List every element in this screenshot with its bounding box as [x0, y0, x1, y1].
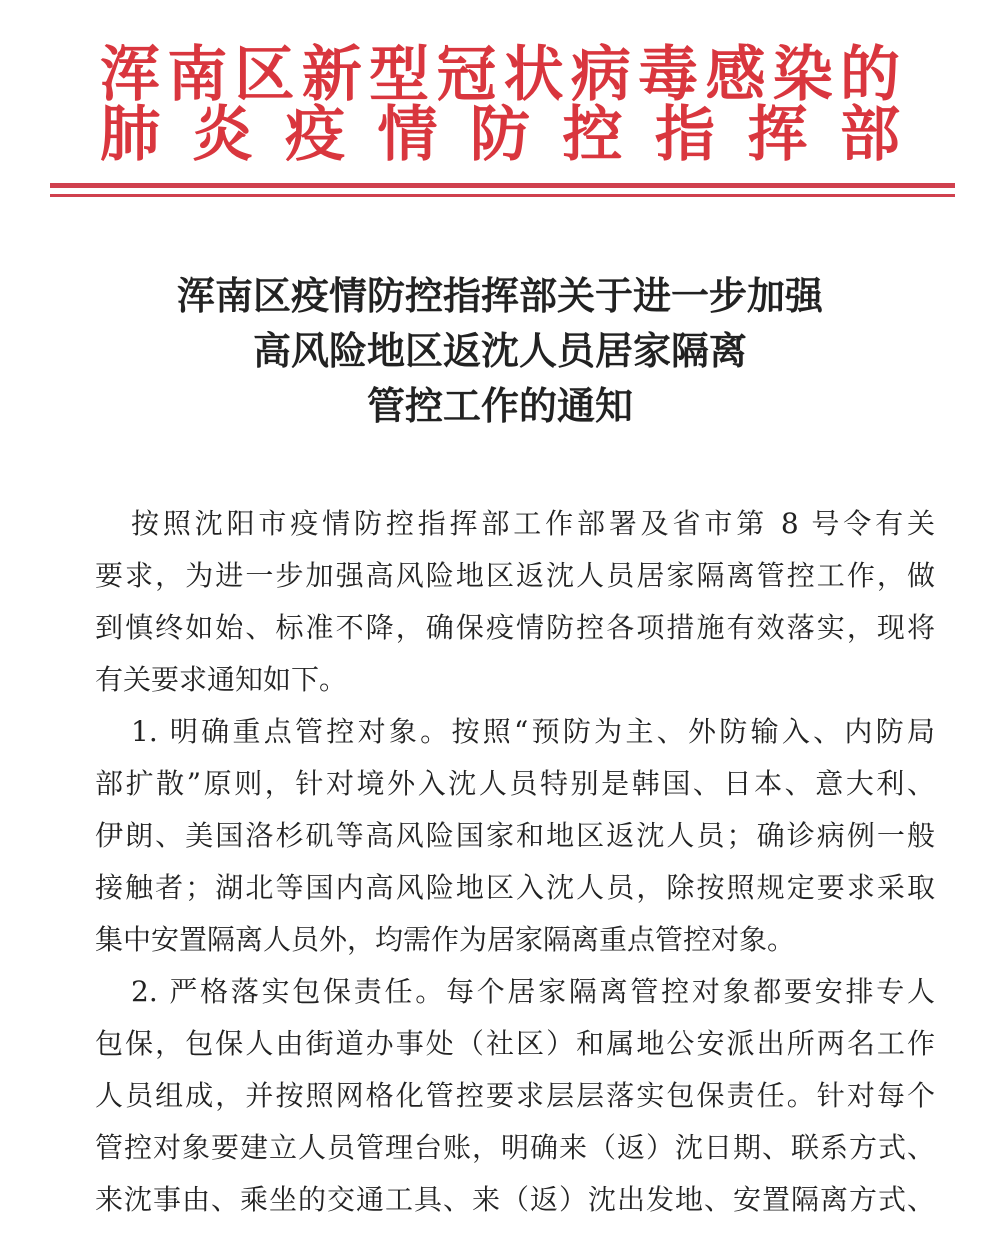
body-line: 来沈事由、乘坐的交通工具、来（返）沈出发地、安置隔离方式、 — [95, 1183, 935, 1216]
body-line: 管控对象要建立人员管理台账，明确来（返）沈日期、联系方式、 — [95, 1131, 935, 1164]
body-line: 人员组成，并按照网格化管控要求层层落实包保责任。针对每个 — [95, 1079, 935, 1112]
body-line: 到慎终如始、标准不降，确保疫情防控各项措施有效落实，现将 — [95, 611, 935, 644]
notice-title-line-1: 浑南区疫情防控指挥部关于进一步加强 — [176, 274, 823, 318]
body-line: 1. 明确重点管控对象。按照“预防为主、外防输入、内防局 — [131, 715, 935, 748]
body-line: 包保，包保人由街道办事处（社区）和属地公安派出所两名工作 — [95, 1027, 935, 1060]
body-line: 要求，为进一步加强高风险地区返沈人员居家隔离管控工作，做 — [95, 559, 935, 592]
notice-title-line-2: 高风险地区返沈人员居家隔离 — [252, 329, 747, 373]
body-line: 接触者；湖北等国内高风险地区入沈人员，除按照规定要求采取 — [95, 871, 935, 904]
body-line: 集中安置隔离人员外，均需作为居家隔离重点管控对象。 — [95, 923, 796, 956]
body-line: 有关要求通知如下。 — [95, 663, 348, 696]
body-line: 部扩散”原则，针对境外入沈人员特别是韩国、日本、意大利、 — [95, 767, 935, 800]
red-rule-thin — [50, 194, 955, 197]
letterhead-line-2: 肺炎疫情防控指挥部 — [100, 100, 900, 170]
red-rule-thick — [50, 183, 955, 188]
letterhead-line-1: 浑南区新型冠状病毒感染的 — [100, 40, 900, 110]
notice-body — [95, 498, 935, 1226]
body-line: 伊朗、美国洛杉矶等高风险国家和地区返沈人员；确诊病例一般 — [95, 819, 935, 852]
body-line: 2. 严格落实包保责任。每个居家隔离管控对象都要安排专人 — [131, 975, 935, 1008]
notice-title-line-3: 管控工作的通知 — [366, 384, 633, 428]
body-line: 按照沈阳市疫情防控指挥部工作部署及省市第 8 号令有关 — [131, 507, 935, 540]
